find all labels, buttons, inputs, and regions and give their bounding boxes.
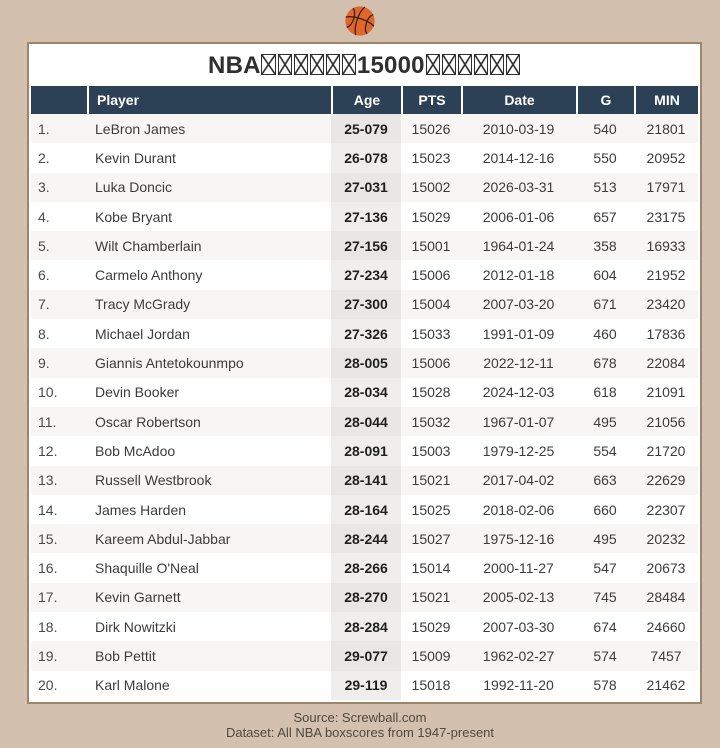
games-cell: 495 [593, 413, 617, 430]
points-cell: 15025 [411, 501, 451, 518]
player-name-cell: Devin Booker [95, 384, 180, 401]
header-cell-g: G [576, 86, 634, 114]
points-cell: 15023 [411, 149, 451, 166]
games-cell: 578 [593, 677, 617, 694]
minutes-cell: 21952 [646, 267, 686, 284]
rank-cell: 17. [38, 589, 58, 606]
games-cell: 618 [593, 384, 617, 401]
rank-cell: 20. [38, 677, 58, 694]
missing-glyph-box [442, 54, 456, 75]
age-cell: 27-234 [331, 260, 401, 289]
date-cell: 2006-01-06 [482, 208, 555, 225]
age-cell: 28-091 [331, 436, 401, 465]
date-cell: 1992-11-20 [483, 677, 554, 694]
date-cell: 2018-02-06 [482, 501, 555, 518]
points-cell: 15026 [411, 120, 451, 137]
date-cell: 2005-02-13 [482, 589, 555, 606]
player-name-cell: Shaquille O'Neal [95, 560, 199, 577]
player-name-cell: Luka Doncic [95, 179, 173, 196]
minutes-cell: 21462 [646, 677, 686, 694]
games-cell: 660 [593, 501, 617, 518]
points-cell: 15029 [411, 618, 451, 635]
table-row [31, 553, 698, 582]
table-row [31, 495, 698, 524]
date-cell: 1991-01-09 [482, 325, 555, 342]
rank-cell: 1. [38, 120, 50, 137]
date-cell: 2007-03-30 [482, 618, 555, 635]
games-cell: 460 [593, 325, 617, 342]
player-name-cell: Bob McAdoo [95, 442, 176, 459]
rank-cell: 18. [38, 618, 58, 635]
minutes-cell: 21801 [646, 120, 686, 137]
missing-glyph-box [458, 54, 472, 75]
points-cell: 15003 [411, 442, 451, 459]
points-cell: 15028 [411, 384, 451, 401]
minutes-cell: 20952 [646, 149, 686, 166]
age-cell: 28-270 [331, 583, 401, 612]
minutes-cell: 21720 [646, 442, 686, 459]
date-cell: 2000-11-27 [483, 560, 554, 577]
player-name-cell: Oscar Robertson [95, 413, 201, 430]
age-cell: 27-300 [331, 290, 401, 319]
table-row [31, 583, 698, 612]
rank-cell: 9. [38, 355, 50, 372]
games-cell: 550 [593, 149, 617, 166]
rank-cell: 5. [38, 237, 50, 254]
date-cell: 2017-04-02 [482, 472, 555, 489]
points-cell: 15018 [411, 677, 451, 694]
table-row [31, 319, 698, 348]
player-name-cell: Kevin Garnett [95, 589, 181, 606]
games-cell: 674 [593, 618, 617, 635]
table-row [31, 466, 698, 495]
player-name-cell: Kobe Bryant [95, 208, 173, 225]
games-cell: 663 [593, 472, 617, 489]
rank-cell: 8. [38, 325, 50, 342]
missing-glyph-box [261, 54, 275, 75]
minutes-cell: 28484 [646, 589, 686, 606]
points-cell: 15001 [411, 237, 451, 254]
player-name-cell: Bob Pettit [95, 647, 156, 664]
minutes-cell: 22084 [646, 355, 686, 372]
table-row [31, 231, 698, 260]
player-name-cell: Russell Westbrook [95, 472, 212, 489]
rank-cell: 15. [38, 530, 58, 547]
minutes-cell: 21056 [646, 413, 686, 430]
minutes-cell: 24660 [646, 618, 686, 635]
games-cell: 540 [593, 120, 617, 137]
date-cell: 2010-03-19 [482, 120, 555, 137]
age-cell: 27-156 [331, 231, 401, 260]
date-cell: 2012-01-18 [482, 267, 555, 284]
dataset-note: Dataset: All NBA boxscores from 1947-present [225, 725, 495, 740]
missing-glyph-box [490, 54, 504, 75]
table-header [31, 86, 698, 114]
points-cell: 15004 [411, 296, 451, 313]
games-cell: 554 [593, 442, 617, 459]
age-cell: 28-244 [331, 524, 401, 553]
games-cell: 678 [593, 355, 617, 372]
age-cell: 29-077 [331, 641, 401, 670]
header-cell-player: Player [87, 86, 331, 114]
minutes-cell: 21091 [646, 384, 686, 401]
table-row [31, 378, 698, 407]
stats-card [27, 42, 702, 704]
header-cell-min: MIN [634, 86, 698, 114]
table-body [31, 114, 698, 700]
header-cell-age: Age [331, 86, 401, 114]
missing-glyph-box [506, 54, 520, 75]
points-cell: 15032 [411, 413, 451, 430]
minutes-cell: 22307 [646, 501, 686, 518]
minutes-cell: 17836 [646, 325, 686, 342]
player-name-cell: LeBron James [95, 120, 186, 137]
games-cell: 657 [593, 208, 617, 225]
minutes-cell: 20673 [646, 560, 686, 577]
player-name-cell: Kareem Abdul-Jabbar [95, 530, 231, 547]
footer [0, 710, 720, 740]
player-name-cell: Tracy McGrady [95, 296, 191, 313]
page-title: NBA 15000 [31, 46, 698, 86]
date-cell: 1962-02-27 [482, 647, 555, 664]
table-row [31, 407, 698, 436]
header-cell-pts: PTS [401, 86, 461, 114]
date-cell: 2022-12-11 [483, 355, 554, 372]
table-row [31, 143, 698, 172]
missing-glyph-box [342, 54, 356, 75]
date-cell: 2014-12-16 [482, 149, 555, 166]
games-cell: 671 [593, 296, 617, 313]
age-cell: 27-136 [331, 202, 401, 231]
games-cell: 574 [593, 647, 617, 664]
rank-cell: 12. [38, 442, 58, 459]
player-name-cell: Michael Jordan [95, 325, 190, 342]
games-cell: 547 [593, 560, 617, 577]
table-row [31, 290, 698, 319]
points-cell: 15006 [411, 355, 451, 372]
rank-cell: 7. [38, 296, 50, 313]
rank-cell: 16. [38, 560, 58, 577]
missing-glyph-box [474, 54, 488, 75]
points-cell: 15029 [411, 208, 451, 225]
points-cell: 15009 [411, 647, 451, 664]
player-name-cell: Giannis Antetokounmpo [95, 355, 244, 372]
points-cell: 15033 [411, 325, 451, 342]
age-cell: 27-031 [331, 173, 401, 202]
points-cell: 15002 [411, 179, 451, 196]
table-row [31, 202, 698, 231]
rank-cell: 4. [38, 208, 50, 225]
minutes-cell: 17971 [646, 179, 686, 196]
date-cell: 1979-12-25 [482, 442, 555, 459]
age-cell: 28-141 [331, 466, 401, 495]
table-row [31, 671, 698, 700]
games-cell: 745 [593, 589, 617, 606]
missing-glyph-box [426, 54, 440, 75]
points-cell: 15014 [411, 560, 451, 577]
age-cell: 28-164 [331, 495, 401, 524]
date-cell: 2026-03-31 [482, 179, 555, 196]
date-cell: 1964-01-24 [482, 237, 555, 254]
games-cell: 604 [593, 267, 617, 284]
minutes-cell: 23175 [646, 208, 686, 225]
missing-glyph-box [278, 54, 292, 75]
player-name-cell: James Harden [95, 501, 187, 518]
rank-cell: 19. [38, 647, 58, 664]
minutes-cell: 16933 [646, 237, 686, 254]
age-cell: 27-326 [331, 319, 401, 348]
age-cell: 28-034 [331, 378, 401, 407]
rank-cell: 11. [38, 413, 57, 430]
minutes-cell: 23420 [646, 296, 686, 313]
table-row [31, 173, 698, 202]
age-cell: 28-005 [331, 348, 401, 377]
player-name-cell: Carmelo Anthony [95, 267, 203, 284]
minutes-cell: 20232 [646, 530, 686, 547]
games-cell: 495 [593, 530, 617, 547]
date-cell: 1967-01-07 [482, 413, 555, 430]
basketball-icon [343, 4, 377, 38]
rank-cell: 3. [38, 179, 50, 196]
minutes-cell: 7457 [650, 647, 682, 664]
table-row [31, 348, 698, 377]
rank-cell: 14. [38, 501, 58, 518]
age-cell: 28-284 [331, 612, 401, 641]
missing-glyph-box [310, 54, 324, 75]
table-row [31, 114, 698, 143]
player-name-cell: Karl Malone [95, 677, 170, 694]
age-cell: 28-266 [331, 553, 401, 582]
player-name-cell: Kevin Durant [95, 149, 176, 166]
player-name-cell: Dirk Nowitzki [95, 618, 176, 635]
table-row [31, 260, 698, 289]
date-cell: 2024-12-03 [482, 384, 555, 401]
missing-glyph-box [294, 54, 308, 75]
age-cell: 28-044 [331, 407, 401, 436]
table-row [31, 641, 698, 670]
points-cell: 15021 [411, 472, 451, 489]
table-row [31, 436, 698, 465]
rank-cell: 10. [38, 384, 58, 401]
points-cell: 15027 [411, 530, 451, 547]
minutes-cell: 22629 [646, 472, 686, 489]
games-cell: 358 [593, 237, 617, 254]
table-row [31, 524, 698, 553]
rank-cell: 2. [38, 149, 50, 166]
missing-glyph-box [326, 54, 340, 75]
header-cell-date: Date [461, 86, 576, 114]
points-cell: 15021 [411, 589, 451, 606]
table-row [31, 612, 698, 641]
age-cell: 29-119 [331, 671, 401, 700]
points-cell: 15006 [411, 267, 451, 284]
games-cell: 513 [593, 179, 617, 196]
date-cell: 2007-03-20 [482, 296, 555, 313]
rank-cell: 6. [38, 267, 50, 284]
age-cell: 25-079 [331, 114, 401, 143]
rank-cell: 13. [38, 472, 58, 489]
date-cell: 1975-12-16 [482, 530, 555, 547]
player-name-cell: Wilt Chamberlain [95, 237, 202, 254]
header-cell-rank [31, 86, 87, 114]
source-note: Source: Screwball.com [293, 710, 427, 725]
age-cell: 26-078 [331, 143, 401, 172]
